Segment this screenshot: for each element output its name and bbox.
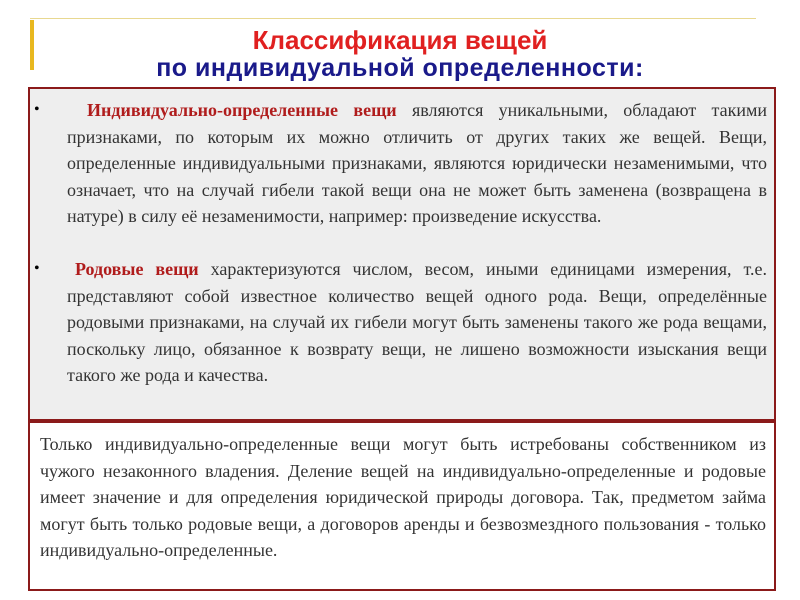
title-line-1: Классификация вещей [252, 25, 548, 55]
bullet-text: являются уникальными, обладают такими признаками, по которым их можно отличить от других таких же вещей. Вещи, определенные индивидуальными признаками, являются юридически незаменимыми, что означает, что на случай гибели такой вещи она не может быть заменена (возвращена в натуре) в силу её незаменимости, например: произведение искусства. [67, 100, 768, 226]
bullet-text: характеризуются числом, весом, иными единицами измерения, т.е. представляют собой известное количество вещей одного рода. Вещи, определённые родовыми признаками, на случай их гибели могут быть заменены такого же рода вещами, поскольку лицо, обязанное к возврату вещи, не лишено возможности изыскания вещи такого же рода и качества. [67, 259, 767, 385]
title-line-2: по индивидуальной определенности: [156, 54, 644, 82]
top-decor-line [30, 18, 756, 19]
bullet-item-individual [34, 97, 768, 230]
conclusion-box [28, 421, 776, 591]
slide-title [0, 26, 800, 82]
bullet-highlight: Родовые вещи [75, 259, 199, 279]
bullet-dot-icon: • [34, 260, 40, 277]
bullet-item-generic [34, 256, 767, 389]
bullet-highlight: Индивидуально-определенные вещи [87, 100, 397, 120]
conclusion-text: Только индивидуально-определенные вещи могут быть истребованы собственником из чужого незаконного владения. Деление вещей на индивидуально-определенные и родовые имеет значение и для определения юридической природы договора. Так, предметом займа могут быть только родовые вещи, а договоров аренды и безвозмездного пользования - только индивидуально-определенные. [40, 434, 766, 560]
bullet-dot-icon: • [34, 101, 40, 118]
